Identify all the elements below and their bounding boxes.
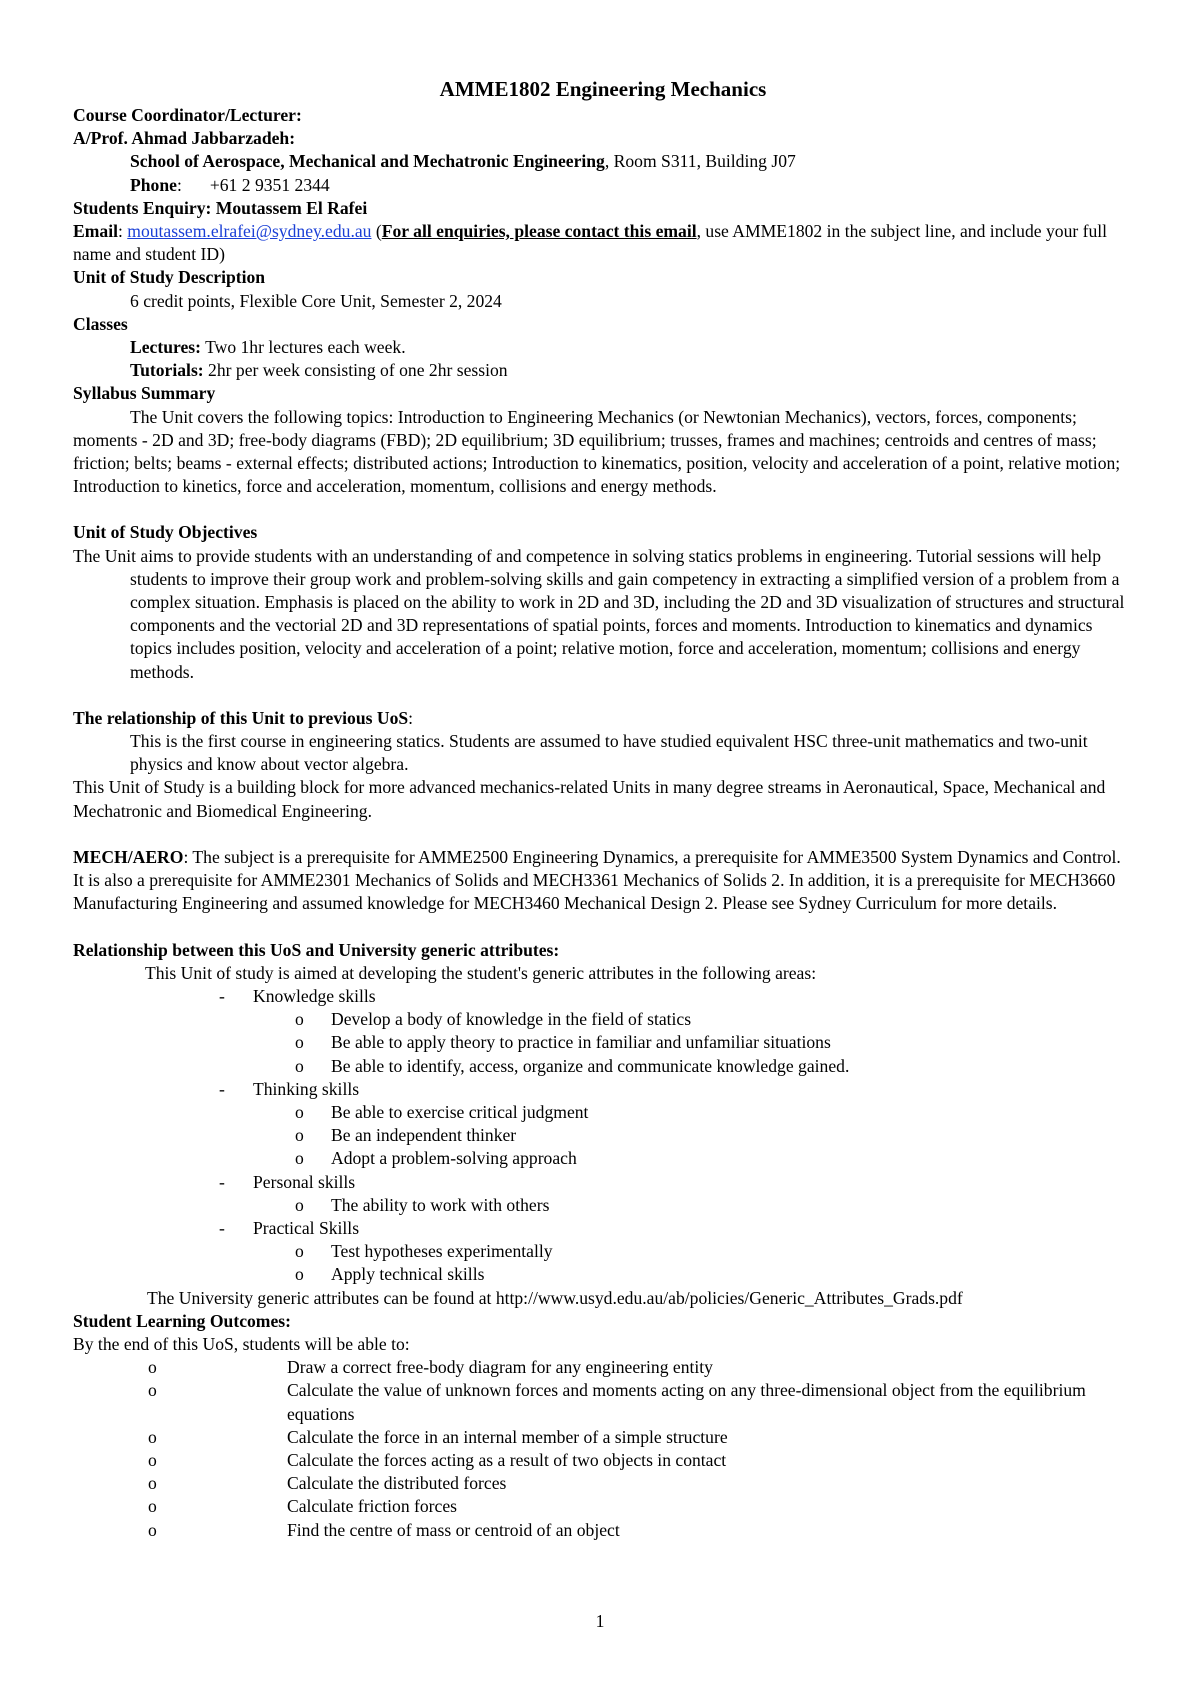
outcomes-list (73, 1356, 1133, 1542)
classes-heading: Classes (73, 313, 128, 334)
relationship-text-2: This Unit of Study is a building block for more advanced mechanics-related Units in many degree streams in Aeronautical, Space, Mechanical and Mechatronic and Biomedical Engineering. (73, 777, 1106, 821)
email-line (73, 220, 1133, 266)
outcome-item (73, 1495, 1133, 1518)
dash-bullet: - (219, 1171, 225, 1192)
tutorials-line (73, 359, 1133, 382)
attribute-item (73, 1194, 1133, 1217)
dash-bullet: - (219, 1217, 225, 1238)
phone-colon: : (176, 174, 182, 195)
phone-value: +61 2 9351 2344 (209, 174, 330, 195)
attribute-item-text: Develop a body of knowledge in the field of statics (331, 1009, 692, 1030)
page-title: AMME1802 Engineering Mechanics (439, 77, 767, 101)
circle-bullet: o (295, 1125, 304, 1146)
outcome-text: Find the centre of mass or centroid of an object (287, 1519, 620, 1540)
attribute-item (73, 1147, 1133, 1170)
outcome-item (73, 1519, 1133, 1542)
description-text: 6 credit points, Flexible Core Unit, Semester 2, 2024 (130, 290, 502, 311)
circle-bullet: o (295, 1101, 304, 1122)
circle-bullet: o (148, 1473, 157, 1494)
outcomes-intro: By the end of this UoS, students will be able to: (73, 1333, 410, 1354)
enquiry-heading: Students Enquiry: Moutassem El Rafei (73, 197, 368, 218)
attributes-footer: The University generic attributes can be found at http://www.usyd.edu.au/ab/policies/Generic_Attributes_Grads.pdf (147, 1287, 963, 1308)
circle-bullet: o (148, 1449, 157, 1470)
objectives-text: The Unit aims to provide students with an understanding of and competence in solving statics problems in engineering. Tutorial sessions will help students to improve their group work and problem-solving skills and gain competency in extracting a simplified version of a problem from a complex situation. Emphasis is placed on the ability to work in 2D and 3D, including the 2D and 3D visualization of structures and structural components and the vectorial 2D and 3D representations of spatial points, forces and moments. Introduction to kinematics and dynamics topics includes position, velocity and acceleration of a point; relative motion, force and acceleration, momentum; collisions and energy methods. (73, 545, 1125, 682)
mech-aero-label: MECH/AERO (73, 846, 184, 867)
attribute-item (73, 1124, 1133, 1147)
tutorials-label: Tutorials: (130, 360, 204, 381)
tutorials-text: 2hr per week consisting of one 2hr session (203, 360, 508, 381)
attributes-heading: Relationship between this UoS and University generic attributes: (73, 939, 560, 960)
attribute-item (73, 1008, 1133, 1031)
attribute-item-text: Be able to identify, access, organize and communicate knowledge gained. (331, 1055, 850, 1076)
circle-bullet: o (295, 1194, 304, 1215)
email-instruction: For all enquiries, please contact this email (381, 221, 697, 242)
outcome-text: Calculate the force in an internal member of a simple structure (287, 1426, 728, 1447)
attribute-item-text: Test hypotheses experimentally (331, 1241, 553, 1262)
circle-bullet: o (295, 1055, 304, 1076)
email-open-paren: ( (371, 221, 382, 242)
circle-bullet: o (295, 1241, 304, 1262)
spacer (73, 498, 1133, 521)
phone-line (73, 174, 1133, 197)
attribute-item-text: Apply technical skills (331, 1264, 485, 1285)
attribute-group-label: Knowledge skills (253, 985, 376, 1006)
dash-bullet: - (219, 1078, 225, 1099)
lectures-label: Lectures: (130, 337, 202, 358)
phone-label: Phone (130, 174, 177, 195)
outcome-item (73, 1426, 1133, 1449)
attribute-group-label: Practical Skills (253, 1217, 360, 1238)
outcomes-heading: Student Learning Outcomes: (73, 1310, 291, 1331)
document-content (73, 76, 1133, 1542)
circle-bullet: o (148, 1357, 157, 1378)
circle-bullet: o (148, 1496, 157, 1517)
attribute-item (73, 1031, 1133, 1054)
email-link[interactable]: moutassem.elrafei@sydney.edu.au (127, 221, 372, 242)
attribute-item-text: Adopt a problem-solving approach (331, 1148, 577, 1169)
lectures-text: Two 1hr lectures each week. (201, 337, 406, 358)
relationship-colon: : (408, 707, 414, 728)
outcome-item (73, 1356, 1133, 1379)
syllabus-text: The Unit covers the following topics: Introduction to Engineering Mechanics (or Newtonian Mechanics), vectors, forces, components; moments - 2D and 3D; free-body diagrams (FBD); 2D equilibrium; 3D equilibrium; trusses, frames and machines; centroids and centres of mass; friction; belts; beams - external effects; distributed actions; Introduction to kinematics, position, velocity and acceleration of a point, relative motion; Introduction to kinetics, force and acceleration, momentum, collisions and energy methods. (73, 406, 1121, 497)
school-room: , Room S311, Building J07 (604, 151, 796, 172)
outcome-text: Calculate the distributed forces (287, 1473, 507, 1494)
circle-bullet: o (295, 1009, 304, 1030)
lecturer-name: A/Prof. Ahmad Jabbarzadeh: (73, 128, 296, 149)
attribute-item-text: Be an independent thinker (331, 1125, 517, 1146)
attribute-group (73, 1078, 1133, 1101)
outcome-text: Calculate friction forces (287, 1496, 457, 1517)
syllabus-heading: Syllabus Summary (73, 383, 216, 404)
outcome-text: Calculate the forces acting as a result of two objects in contact (287, 1449, 727, 1470)
spacer (73, 684, 1133, 707)
coordinator-heading: Course Coordinator/Lecturer: (73, 105, 302, 125)
attributes-intro: This Unit of study is aimed at developing the student's generic attributes in the following areas: (145, 962, 817, 983)
attribute-item (73, 1240, 1133, 1263)
email-colon: : (117, 221, 128, 242)
attribute-group-label: Personal skills (253, 1171, 356, 1192)
attribute-item-text: The ability to work with others (331, 1194, 550, 1215)
circle-bullet: o (295, 1032, 304, 1053)
dash-bullet: - (219, 985, 225, 1006)
description-heading: Unit of Study Description (73, 267, 266, 288)
attribute-group (73, 1171, 1133, 1194)
page-number: 1 (595, 1611, 605, 1631)
outcome-item (73, 1472, 1133, 1495)
attribute-item-text: Be able to exercise critical judgment (331, 1101, 589, 1122)
school-line (73, 150, 1133, 173)
attribute-group-label: Thinking skills (253, 1078, 360, 1099)
circle-bullet: o (295, 1264, 304, 1285)
outcome-text: Calculate the value of unknown forces and moments acting on any three-dimensional object from the equilibrium equations (287, 1380, 1086, 1424)
relationship-heading: The relationship of this Unit to previous UoS (73, 707, 409, 728)
school-name: School of Aerospace, Mechanical and Mechatronic Engineering (130, 151, 605, 172)
outcome-item (73, 1449, 1133, 1472)
circle-bullet: o (148, 1519, 157, 1540)
circle-bullet: o (148, 1426, 157, 1447)
relationship-text-1: This is the first course in engineering statics. Students are assumed to have studied equivalent HSC three-unit mathematics and two-unit physics and know about vector algebra. (130, 731, 1088, 775)
mech-aero-paragraph (73, 846, 1133, 916)
circle-bullet: o (295, 1148, 304, 1169)
outcome-item (73, 1379, 1133, 1425)
lectures-line (73, 336, 1133, 359)
attribute-item (73, 1055, 1133, 1078)
email-label: Email (73, 221, 118, 242)
attributes-list (73, 985, 1133, 1287)
attribute-group (73, 1217, 1133, 1240)
spacer (73, 916, 1133, 939)
attribute-item-text: Be able to apply theory to practice in familiar and unfamiliar situations (331, 1032, 831, 1053)
attribute-group (73, 985, 1133, 1008)
mech-aero-text: : The subject is a prerequisite for AMME2500 Engineering Dynamics, a prerequisite for AMME3500 System Dynamics and Control. It is also a prerequisite for AMME2301 Mechanics of Solids and MECH3361 Mechanics of Solids 2. In addition, it is a prerequisite for MECH3660 Manufacturing Engineering and assumed knowledge for MECH3460 Mechanical Design 2. Please see Sydney Curriculum for more details. (73, 846, 1121, 914)
email-rest: , use AMME1802 in the subject line, and include your full name and student ID) (73, 221, 1108, 265)
relationship-heading-line (73, 707, 1133, 730)
circle-bullet: o (148, 1380, 157, 1401)
attribute-item (73, 1101, 1133, 1124)
objectives-heading: Unit of Study Objectives (73, 522, 258, 543)
outcome-text: Draw a correct free-body diagram for any engineering entity (287, 1357, 713, 1378)
attribute-item (73, 1263, 1133, 1286)
spacer (73, 823, 1133, 846)
